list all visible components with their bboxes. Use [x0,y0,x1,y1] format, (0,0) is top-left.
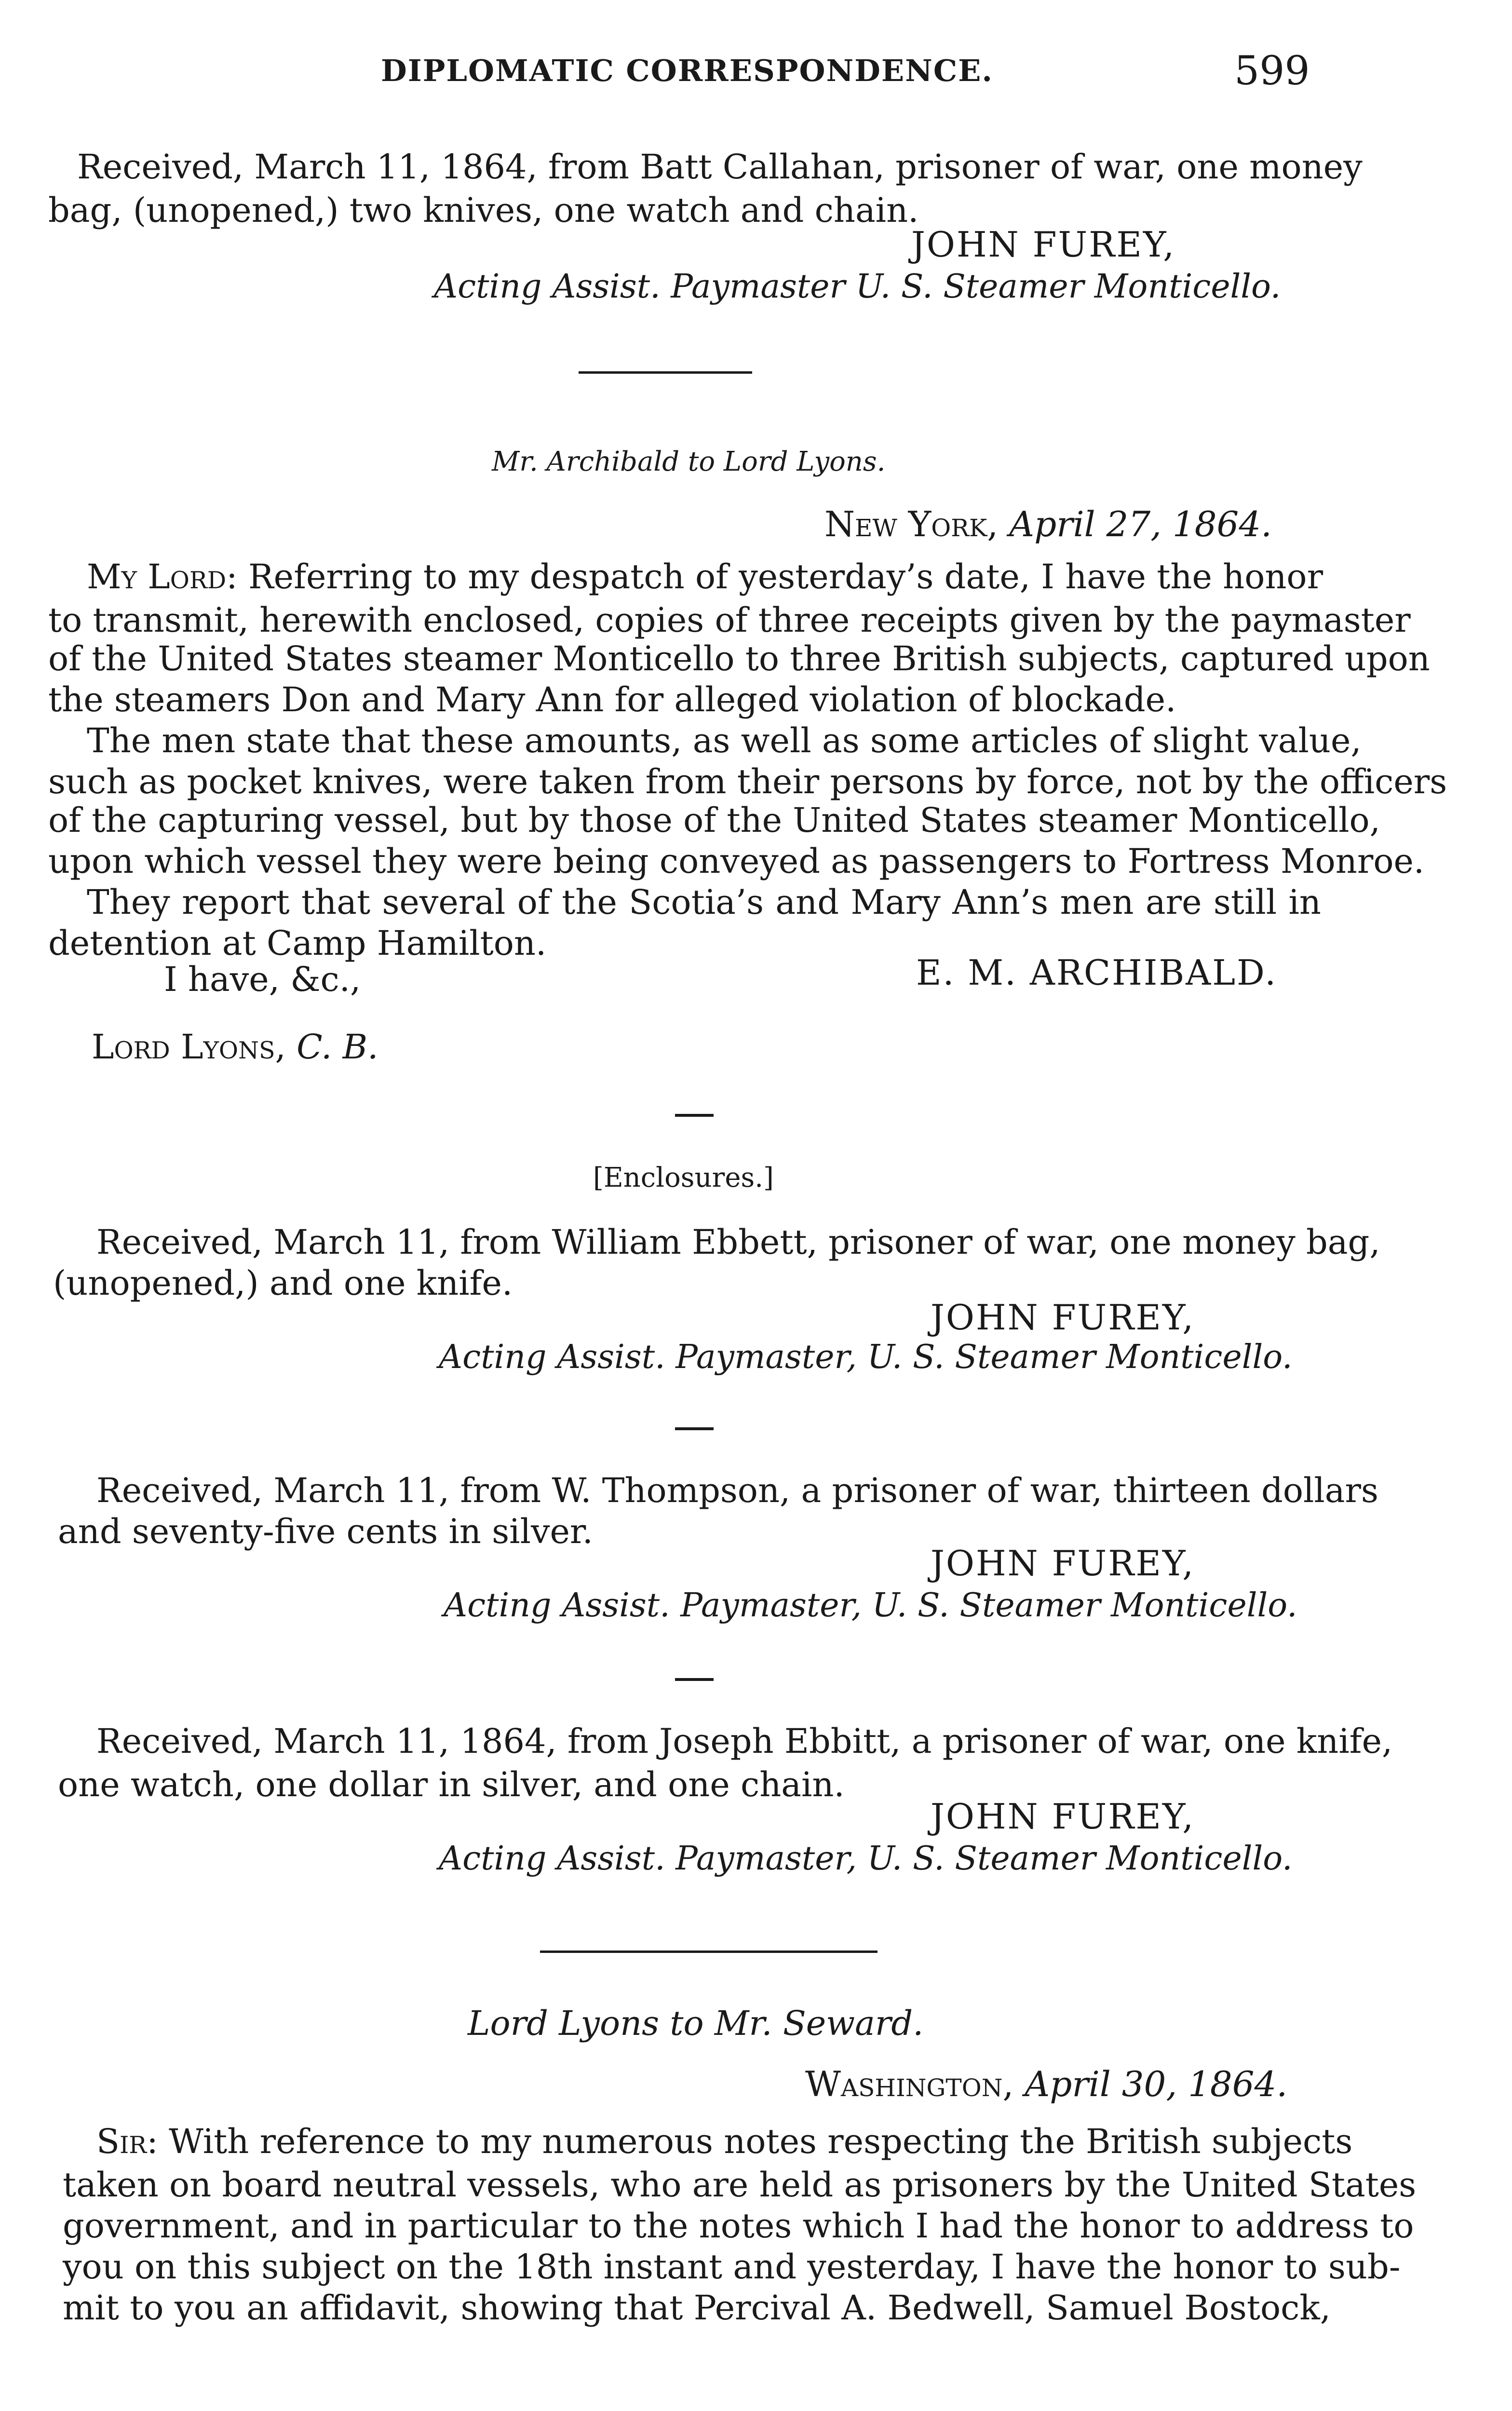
letter2-salutation: Sir: [96,2122,158,2161]
letter1-line: The men state that these amounts, as well as some articles of slight value, [87,721,1362,760]
dash-divider [675,1427,714,1430]
letter2-dateline [805,2064,1287,2104]
letter1-line: They report that several of the Scotia’s and Mary Ann’s men are still in [87,882,1321,922]
receipt3-signature: JOHN FUREY, [931,1543,1195,1584]
letter1-salutation: My Lord: [87,557,238,596]
dash-divider [675,1678,714,1681]
letter1-line: to transmit, herewith enclosed, copies of three receipts given by the paymaster [48,600,1411,640]
letter1-line: of the capturing vessel, but by those of the United States steamer Monticello, [48,800,1380,840]
letter1-closing: I have, &c., [164,960,361,999]
letter2-heading: Lord Lyons to Mr. Seward. [468,2004,924,2043]
receipt1-line2: bag, (unopened,) two knives, one watch and chain. [48,190,919,230]
addressee-name: Lord Lyons, [92,1027,286,1067]
receipt1-line1: Received, March 11, 1864, from Batt Callahan, prisoner of war, one money [77,147,1363,187]
section-divider [540,1950,878,1953]
receipt1-signature: JOHN FUREY, [911,224,1176,265]
letter1-line: Referring to my despatch of yesterday’s date, I have the honor [248,557,1323,596]
letter1-date: April 27, 1864. [1009,504,1272,544]
letter2-date: April 30, 1864. [1025,2064,1288,2104]
dash-divider [675,1114,714,1117]
receipt2-line2: (unopened,) and one knife. [53,1263,513,1303]
receipt1-signer-title: Acting Assist. Paymaster U. S. Steamer Monticello. [434,268,1281,306]
receipt4-signer-title: Acting Assist. Paymaster, U. S. Steamer Monticello. [439,1840,1293,1878]
letter1-line: detention at Camp Hamilton. [48,923,547,963]
letter1-line: of the United States steamer Monticello to three British subjects, captured upon [48,639,1430,678]
receipt4-line1: Received, March 11, 1864, from Joseph Ebbitt, a prisoner of war, one knife, [96,1721,1393,1761]
receipt3-line1: Received, March 11, from W. Thompson, a prisoner of war, thirteen dollars [96,1471,1378,1510]
receipt3-line2: and seventy-five cents in silver. [58,1512,593,1551]
letter1-signature: E. M. ARCHIBALD. [916,952,1278,993]
receipt4-line2: one watch, one dollar in silver, and one chain. [58,1765,845,1804]
letter1-line: the steamers Don and Mary Ann for alleged violation of blockade. [48,680,1176,719]
letter2-line: you on this subject on the 18th instant and yesterday, I have the honor to sub- [63,2247,1401,2287]
letter2-line: mit to you an affidavit, showing that Percival A. Bedwell, Samuel Bostock, [63,2288,1331,2328]
receipt3-signer-title: Acting Assist. Paymaster, U. S. Steamer Monticello. [444,1586,1297,1625]
letter2-place: Washington, [805,2064,1014,2104]
page-number: 599 [1234,48,1310,94]
letter2-line: taken on board neutral vessels, who are held as prisoners by the United States [63,2165,1417,2205]
receipt2-signer-title: Acting Assist. Paymaster, U. S. Steamer Monticello. [439,1338,1293,1376]
receipt4-signature: JOHN FUREY, [931,1796,1195,1837]
letter2-first-line [96,2122,1353,2161]
addressee-title: C. B. [297,1027,378,1067]
letter1-line: upon which vessel they were being conveyed as passengers to Fortress Monroe. [48,841,1425,881]
letter2-line: With reference to my numerous notes respecting the British subjects [169,2122,1353,2161]
letter1-addressee [92,1027,378,1067]
section-divider [579,371,752,374]
letter1-place: New York, [824,504,999,544]
running-header: DIPLOMATIC CORRESPONDENCE. [381,53,994,88]
receipt2-line1: Received, March 11, from William Ebbett, prisoner of war, one money bag, [96,1222,1380,1262]
letter2-line: government, and in particular to the notes which I had the honor to address to [63,2206,1414,2246]
letter1-first-line [87,557,1321,596]
enclosures-label: [Enclosures.] [593,1162,774,1193]
receipt2-signature: JOHN FUREY, [931,1297,1195,1338]
letter1-dateline [824,504,1272,544]
letter1-heading: Mr. Archibald to Lord Lyons. [492,446,886,477]
letter1-line: such as pocket knives, were taken from their persons by force, not by the officers [48,762,1447,801]
